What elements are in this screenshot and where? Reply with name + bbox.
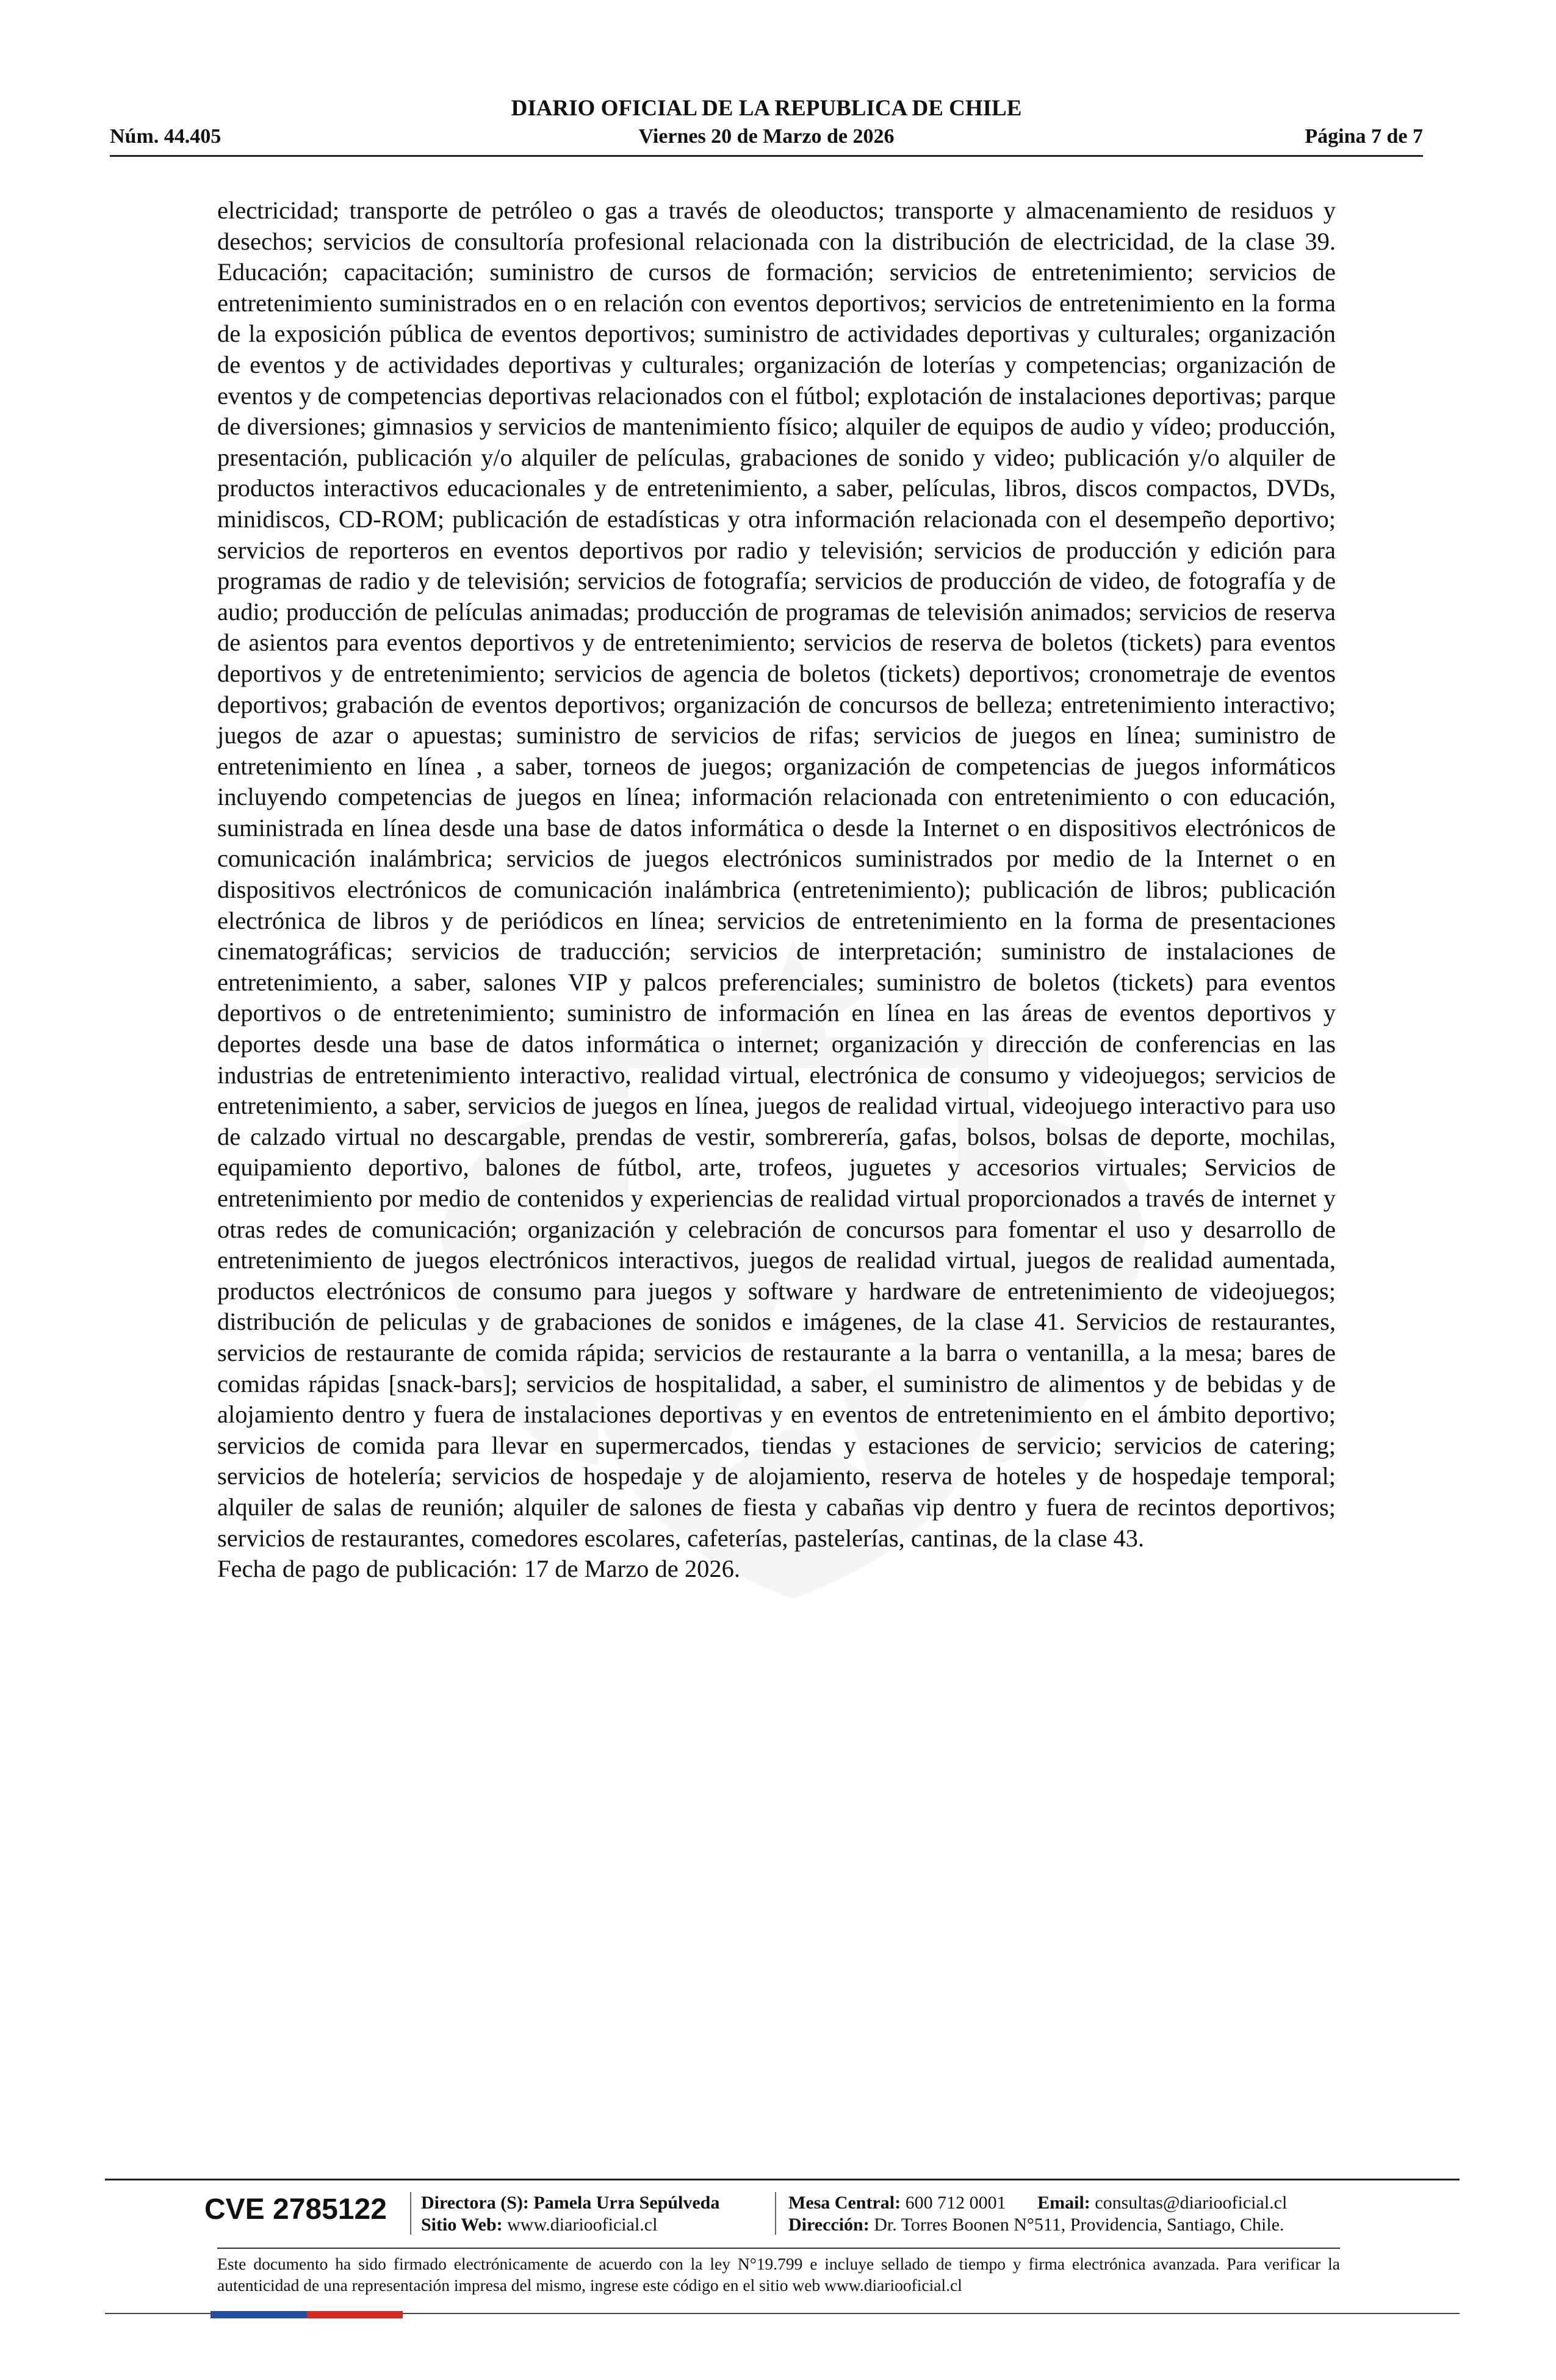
newspaper-title: DIARIO OFICIAL DE LA REPUBLICA DE CHILE xyxy=(511,96,1022,121)
footer-director-block xyxy=(421,2192,719,2236)
issue-date: Viernes 20 de Marzo de 2026 xyxy=(638,125,895,148)
footer-divider xyxy=(410,2192,411,2235)
payment-date-line: Fecha de pago de publicación: 17 de Marzo de 2026. xyxy=(217,1555,740,1583)
address-label: Dirección: xyxy=(788,2215,870,2235)
footer-middle-rule xyxy=(217,2248,1340,2249)
footer-top-rule xyxy=(105,2179,1460,2180)
director-label: Directora (S): xyxy=(421,2193,529,2213)
flag-blue-segment xyxy=(211,2311,307,2318)
website-label: Sitio Web: xyxy=(421,2215,503,2235)
email-link[interactable]: consultas@diariooficial.cl xyxy=(1095,2193,1288,2213)
publication-body xyxy=(217,195,1336,1585)
page-number: Página 7 de 7 xyxy=(1305,125,1423,148)
phone-label: Mesa Central: xyxy=(788,2193,901,2213)
issue-number: Núm. 44.405 xyxy=(110,125,222,148)
flag-red-segment xyxy=(307,2311,403,2318)
phone-number: 600 712 0001 xyxy=(905,2193,1006,2213)
email-label: Email: xyxy=(1037,2193,1090,2213)
flag-color-bar xyxy=(211,2311,403,2318)
cve-code: CVE 2785122 xyxy=(204,2193,387,2226)
address-text: Dr. Torres Boonen N°511, Providencia, Santiago, Chile. xyxy=(874,2215,1284,2235)
legal-notice: Este documento ha sido firmado electrónicamente de acuerdo con la ley N°19.799 e incluye sellado de tiempo y firma electrónica avanzada. Para verificar la autenticidad de una representación impresa del mismo, ingrese este código en el sitio web www.diariooficial.cl xyxy=(217,2254,1340,2295)
services-paragraph: electricidad; transporte de petróleo o gas a través de oleoductos; transporte y almacenamiento de residuos y desechos; servicios de consultoría profesional relacionada con la distribución de electricidad, de la clase 39. Educación; capacitación; suministro de cursos de formación; servicios de entretenimiento; servicios de entretenimiento suministrados en o en relación con eventos deportivos; servicios de entretenimiento en la forma de la exposición pública de eventos deportivos; suministro de actividades deportivas y culturales; organización de eventos y de actividades deportivas y culturales; organización de loterías y competencias; organización de eventos y de competencias deportivas relacionados con el fútbol; explotación de instalaciones deportivas; parque de diversiones; gimnasios y servicios de mantenimiento físico; alquiler de equipos de audio y vídeo; producción, presentación, publicación y/o alquiler de películas, grabaciones de sonido y video; publicación y/o alquiler de productos interactivos educacionales y de entretenimiento, a saber, películas, libros, discos compactos, DVDs, minidiscos, CD-ROM; publicación de estadísticas y otra información relacionada con el desempeño deportivo; servicios de reporteros en eventos deportivos por radio y televisión; servicios de producción y edición para programas de radio y de televisión; servicios de fotografía; servicios de producción de video, de fotografía y de audio; producción de películas animadas; producción de programas de televisión animados; servicios de reserva de asientos para eventos deportivos y de entretenimiento; servicios de reserva de boletos (tickets) para eventos deportivos y de entretenimiento; servicios de agencia de boletos (tickets) deportivos; cronometraje de eventos deportivos; grabación de eventos deportivos; organización de concursos de belleza; entretenimiento interactivo; juegos de azar o apuestas; suministro de servicios de rifas; servicios de juegos en línea; suministro de entretenimiento en línea , a saber, torneos de juegos; organización de competencias de juegos informáticos incluyendo competencias de juegos en línea; información relacionada con entretenimiento o con educación, suministrada en línea desde una base de datos informática o desde la Internet o en dispositivos electrónicos de comunicación inalámbrica; servicios de juegos electrónicos suministrados por medio de la Internet o en dispositivos electrónicos de comunicación inalámbrica (entretenimiento); publicación de libros; publicación electrónica de libros y de periódicos en línea; servicios de entretenimiento en la forma de presentaciones cinematográficas; servicios de traducción; servicios de interpretación; suministro de instalaciones de entretenimiento, a saber, salones VIP y palcos preferenciales; suministro de boletos (tickets) para eventos deportivos o de entretenimiento; suministro de información en línea en las áreas de eventos deportivos y deportes desde una base de datos informática o internet; organización y dirección de conferencias en las industrias de entretenimiento interactivo, realidad virtual, electrónica de consumo y videojuegos; servicios de entretenimiento, a saber, servicios de juegos en línea, juegos de realidad virtual, videojuego interactivo para uso de calzado virtual no descargable, prendas de vestir, sombrerería, gafas, bolsos, bolsas de deporte, mochilas, equipamiento deportivo, balones de fútbol, arte, trofeos, juguetes y accesorios virtuales; Servicios de entretenimiento por medio de contenidos y experiencias de realidad virtual proporcionados a través de internet y otras redes de comunicación; organización y celebración de concursos para fomentar el uso y desarrollo de entretenimiento de juegos electrónicos interactivos, juegos de realidad virtual, juegos de realidad aumentada, productos electrónicos de consumo para juegos y software y hardware de entretenimiento de videojuegos; distribución de peliculas y de grabaciones de sonidos e imágenes, de la clase 41. Servicios de restaurantes, servicios de restaurante de comida rápida; servicios de restaurante a la barra o ventanilla, a la mesa; bares de comidas rápidas [snack-bars]; servicios de hospitalidad, a saber, el suministro de alimentos y de bebidas y de alojamiento dentro y fuera de instalaciones deportivas y en eventos de entretenimiento en el ámbito deportivo; servicios de comida para llevar en supermercados, tiendas y estaciones de servicio; servicios de catering; servicios de hotelería; servicios de hospedaje y de alojamiento, reserva de hoteles y de hospedaje temporal; alquiler de salas de reunión; alquiler de salones de fiesta y cabañas vip dentro y fuera de recintos deportivos; servicios de restaurantes, comedores escolares, cafeterías, pastelerías, cantinas, de la clase 43. xyxy=(217,197,1336,1552)
website-link[interactable]: www.diariooficial.cl xyxy=(507,2215,658,2235)
footer-divider xyxy=(775,2192,776,2235)
director-name: Pamela Urra Sepúlveda xyxy=(533,2193,720,2213)
page-header xyxy=(110,92,1423,157)
footer-contact-block xyxy=(788,2192,1287,2236)
